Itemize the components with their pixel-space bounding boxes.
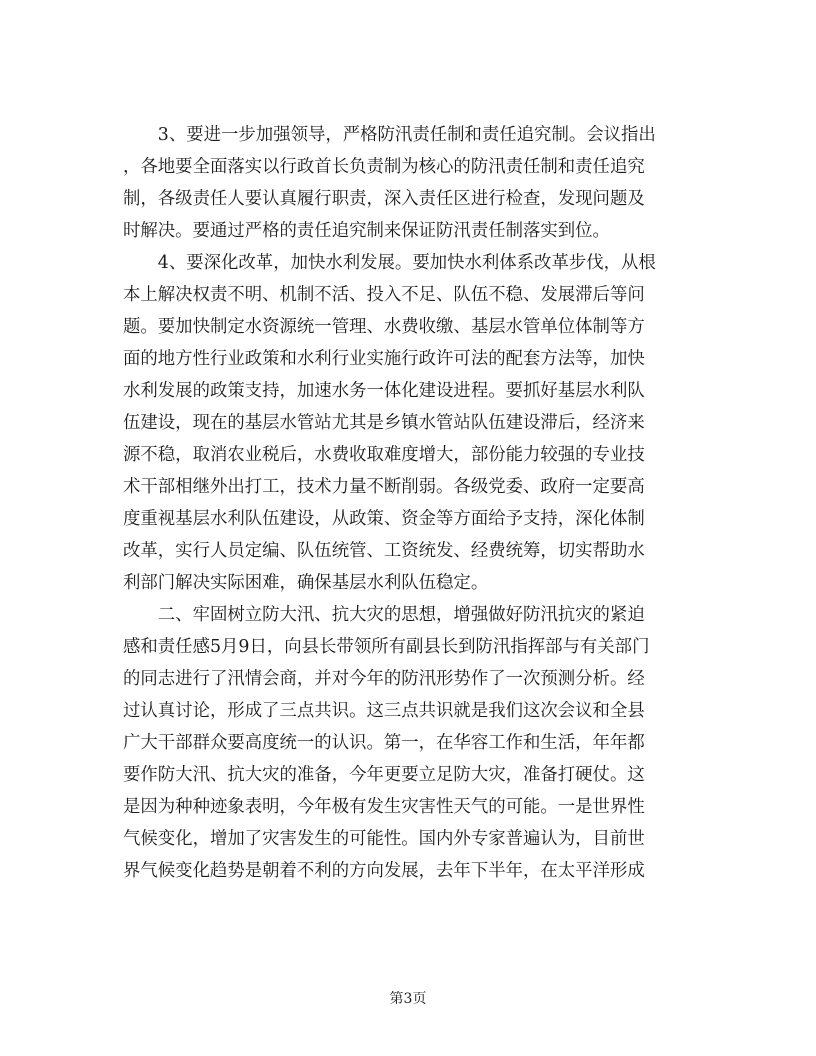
text-line: 时解决。要通过严格的责任追究制来保证防汛责任制落实到位。 bbox=[123, 221, 610, 241]
text-line: 本上解决权责不明、机制不活、投入不足、队伍不稳、发展滞后等问 bbox=[123, 285, 645, 305]
text-line: 气候变化，增加了灾害发生的可能性。国内外专家普遍认为，目前世 bbox=[123, 829, 645, 849]
text-line: 过认真讨论，形成了三点共识。这三点共识就是我们这次会议和全县 bbox=[123, 701, 645, 721]
text-line: 制，各级责任人要认真履行职责，深入责任区进行检查，发现问题及 bbox=[123, 189, 645, 209]
text-line: 要作防大汛、抗大灾的准备，今年更要立足防大灾，准备打硬仗。这 bbox=[123, 765, 645, 785]
text-line: 的同志进行了汛情会商，并对今年的防汛形势作了一次预测分析。经 bbox=[123, 669, 645, 689]
page-number: 第3页 bbox=[389, 991, 427, 1007]
text-line: 3、要进一步加强领导，严格防汛责任制和责任追究制。会议指出 bbox=[123, 125, 656, 145]
text-line: 利部门解决实际困难，确保基层水利队伍稳定。 bbox=[123, 573, 489, 593]
text-line: 改革，实行人员定编、队伍统管、工资统发、经费统筹，切实帮助水 bbox=[123, 541, 645, 561]
text-line: 广大干部群众要高度统一的认识。第一，在华容工作和生活，年年都 bbox=[123, 733, 645, 753]
text-line: 水利发展的政策支持，加速水务一体化建设进程。要抓好基层水利队 bbox=[123, 381, 645, 401]
text-line: 伍建设，现在的基层水管站尤其是乡镇水管站队伍建设滞后，经济来 bbox=[123, 413, 645, 433]
text-line: 感和责任感5月9日，向县长带领所有副县长到防汛指挥部与有关部门 bbox=[123, 637, 650, 657]
text-line: 二、牢固树立防大汛、抗大灾的思想，增强做好防汛抗灾的紧迫 bbox=[123, 605, 645, 625]
text-line: 术干部相继外出打工，技术力量不断削弱。各级党委、政府一定要高 bbox=[123, 477, 645, 497]
text-line: ，各地要全面落实以行政首长负责制为核心的防汛责任制和责任追究 bbox=[123, 157, 645, 177]
text-line: 题。要加快制定水资源统一管理、水费收缴、基层水管单位体制等方 bbox=[123, 317, 645, 337]
text-line: 4、要深化改革，加快水利发展。要加快水利体系改革步伐，从根 bbox=[123, 253, 656, 273]
text-line: 是因为种种迹象表明，今年极有发生灾害性天气的可能。一是世界性 bbox=[123, 797, 645, 817]
text-line: 界气候变化趋势是朝着不利的方向发展，去年下半年，在太平洋形成 bbox=[123, 861, 645, 881]
text-line: 度重视基层水利队伍建设，从政策、资金等方面给予支持，深化体制 bbox=[123, 509, 645, 529]
text-line: 源不稳，取消农业税后，水费收取难度增大，部份能力较强的专业技 bbox=[123, 445, 645, 465]
text-line: 面的地方性行业政策和水利行业实施行政许可法的配套方法等，加快 bbox=[123, 349, 645, 369]
